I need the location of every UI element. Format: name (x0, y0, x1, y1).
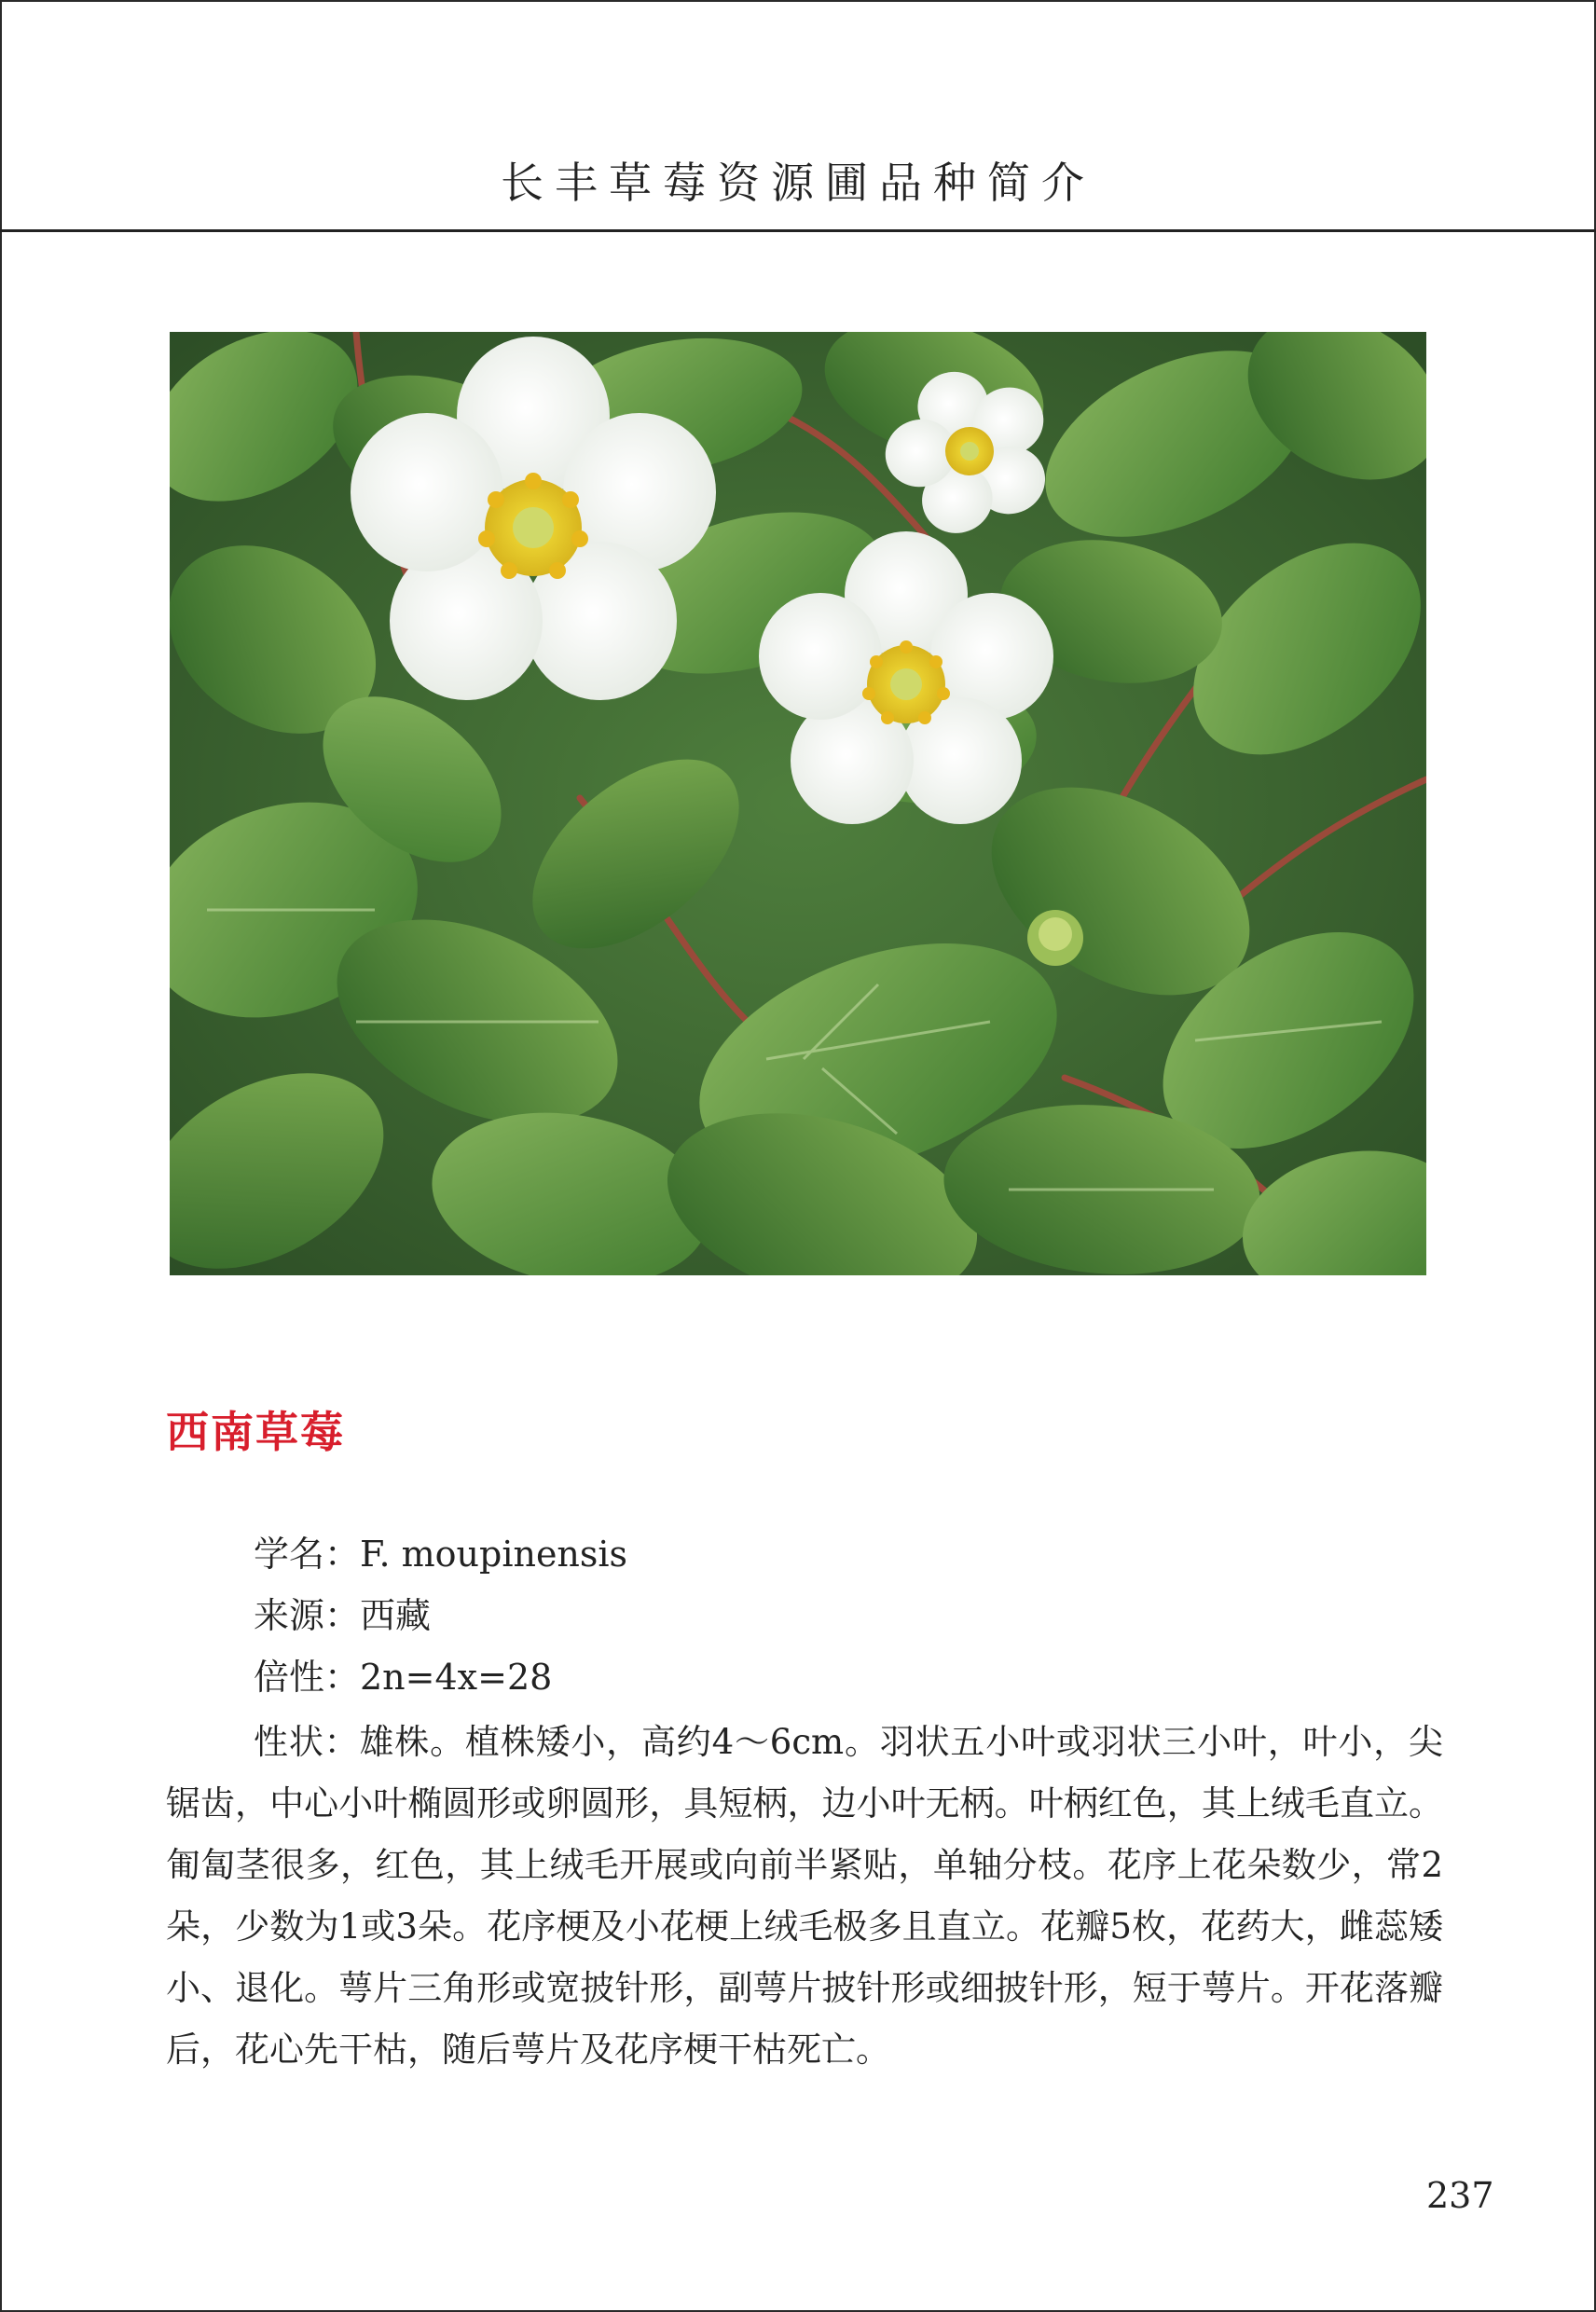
flower-photo (170, 332, 1426, 1275)
white-strawberry-flowers-icon (170, 332, 1426, 1275)
header-rule (0, 229, 1596, 232)
variety-title: 西南草莓 (166, 1407, 345, 1457)
description-paragraph: 性状：雄株。植株矮小，高约4～6cm。羽状五小叶或羽状三小叶，叶小，尖锯齿，中心小叶椭圆形或卵圆形，具短柄，边小叶无柄。叶柄红色，其上绒毛直立。匍匐茎很多，红色，其上绒毛开展或向前半紧贴，单轴分枝。花序上花朵数少，常2朵，少数为1或3朵。花序梗及小花梗上绒毛极多且直立。花瓣5枚，花药大，雌蕊矮小、退化。萼片三角形或宽披针形，副萼片披针形或细披针形，短于萼片。开花落瓣后，花心先干枯，随后萼片及花序梗干枯死亡。 (166, 1722, 1443, 2070)
page-number: 237 (1426, 2175, 1494, 2216)
source: 来源：西藏 (254, 1595, 432, 1636)
scientific-name: 学名：F. moupinensis (254, 1534, 628, 1575)
ploidy: 倍性：2n=4x=28 (254, 1657, 553, 1698)
running-header: 长丰草莓资源圃品种简介 (501, 158, 1095, 208)
